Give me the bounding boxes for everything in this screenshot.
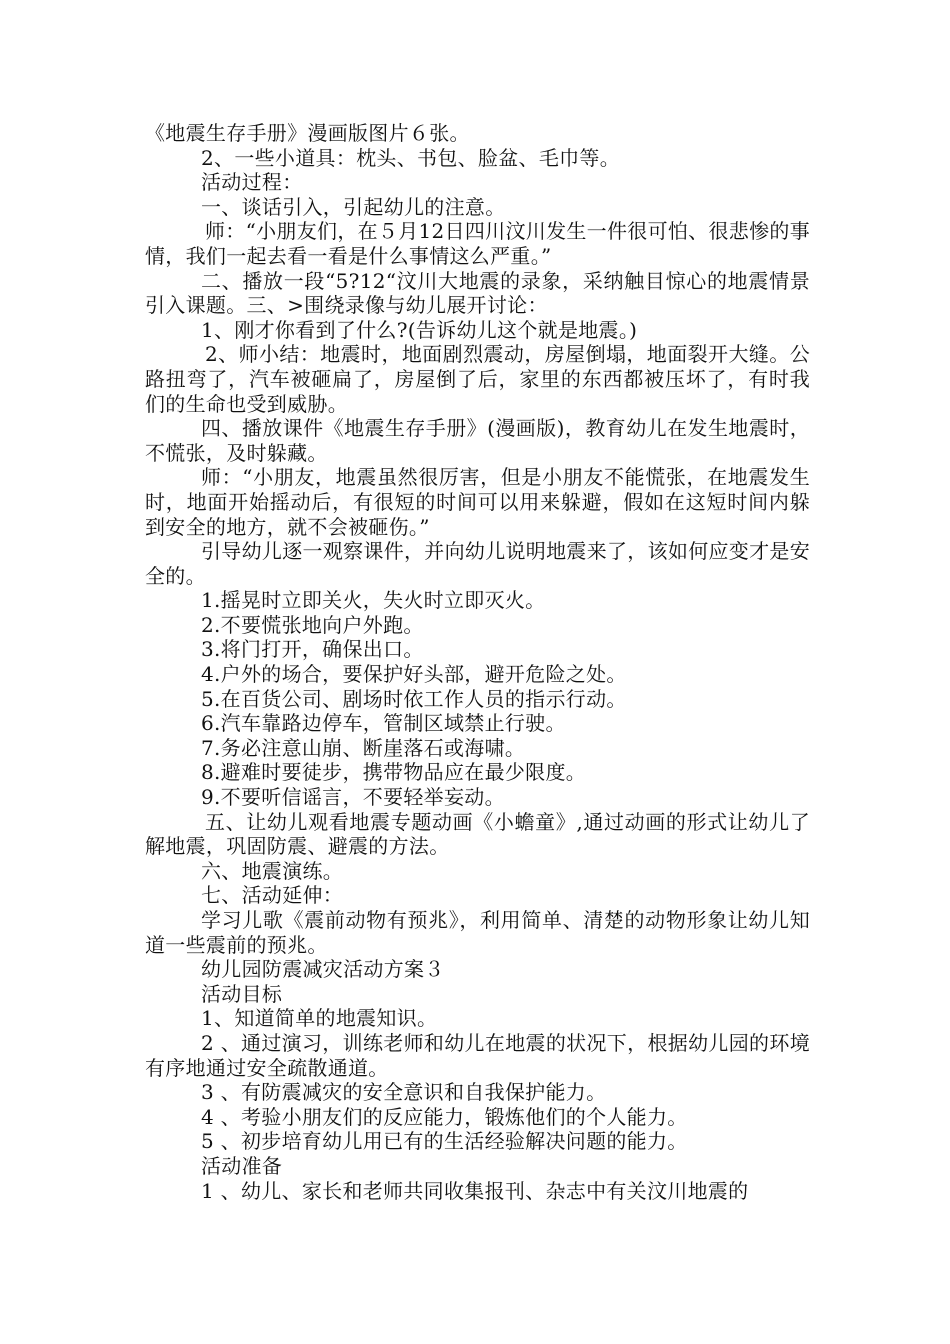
paragraph: 2、师小结：地震时，地面剧烈震动，房屋倒塌，地面裂开大缝。公路扭弯了，汽车被砸扁了，房屋倒了后，家里的东西都被压坏了，有时我们的生命也受到威胁。 [145, 342, 810, 416]
paragraph: 1、知道简单的地震知识。 [201, 1006, 438, 1031]
document-body [145, 121, 810, 1203]
paragraph: 3 、有防震减灾的安全意识和自我保护能力。 [201, 1080, 607, 1105]
paragraph: 活动目标 [201, 981, 283, 1006]
paragraph: 二、播放一段“5?12“汶川大地震的录象，采纳触目惊心的地震情景引入课题。三、>围绕录像与幼儿展开讨论： [145, 268, 810, 318]
paragraph: 幼儿园防震减灾活动方案３ [201, 957, 445, 982]
paragraph: 9.不要听信谣言，不要轻举妄动。 [201, 785, 505, 810]
paragraph: 一、谈话引入，引起幼儿的注意。 [201, 194, 506, 219]
paragraph: 学习儿歌《震前动物有预兆》，利用简单、清楚的动物形象让幼儿知道一些震前的预兆。 [145, 908, 810, 957]
paragraph: 2 、通过演习，训练老师和幼儿在地震的状况下，根据幼儿园的环境有序地通过安全疏散通道。 [145, 1030, 810, 1080]
paragraph: 引导幼儿逐一观察课件，并向幼儿说明地震来了，该如何应变才是安全的。 [145, 539, 810, 588]
paragraph: 1.摇晃时立即关火，失火时立即灭火。 [201, 588, 546, 613]
paragraph: 7.务必注意山崩、断崖落石或海啸。 [201, 735, 526, 760]
paragraph: 4 、考验小朋友们的反应能力，锻炼他们的个人能力。 [201, 1104, 688, 1129]
paragraph: 8.避难时要徒步，携带物品应在最少限度。 [201, 760, 587, 785]
paragraph: 4.户外的场合，要保护好头部，避开危险之处。 [201, 662, 627, 687]
paragraph: 四、播放课件《地震生存手册》(漫画版)，教育幼儿在发生地震时，不慌张，及时躲藏。 [145, 416, 810, 465]
paragraph: 七、活动延伸： [201, 883, 344, 908]
paragraph: 6.汽车靠路边停车，管制区域禁止行驶。 [201, 711, 566, 736]
paragraph: 5 、初步培育幼儿用已有的生活经验解决问题的能力。 [201, 1129, 688, 1154]
paragraph: 五、让幼儿观看地震专题动画《小蟾童》,通过动画的形式让幼儿了解地震，巩固防震、避震的方法。 [145, 809, 810, 859]
paragraph: 师：“小朋友们，在５月12日四川汶川发生一件很可怕、很悲惨的事情，我们一起去看一看是什么事情这么严重。” [145, 219, 810, 268]
paragraph: 《地震生存手册》漫画版图片６张。 [145, 121, 470, 145]
paragraph: 3.将门打开，确保出口。 [201, 637, 424, 662]
paragraph: 师：“小朋友，地震虽然很厉害，但是小朋友不能慌张，在地震发生时，地面开始摇动后，有很短的时间可以用来躲避，假如在这短时间内躲到安全的地方，就不会被砸伤。” [145, 465, 810, 539]
paragraph: 1 、幼儿、家长和老师共同收集报刊、杂志中有关汶川地震的 [201, 1178, 749, 1203]
paragraph: 活动准备 [201, 1153, 283, 1178]
paragraph: 活动过程： [201, 170, 303, 195]
paragraph: 1、刚才你看到了什么?(告诉幼儿这个就是地震。) [201, 317, 638, 342]
paragraph: 六、地震演练。 [201, 858, 344, 883]
paragraph: 5.在百货公司、剧场时依工作人员的指示行动。 [201, 686, 627, 711]
paragraph: 2、一些小道具：枕头、书包、脸盆、毛巾等。 [201, 145, 621, 170]
paragraph: 2.不要慌张地向户外跑。 [201, 612, 424, 637]
